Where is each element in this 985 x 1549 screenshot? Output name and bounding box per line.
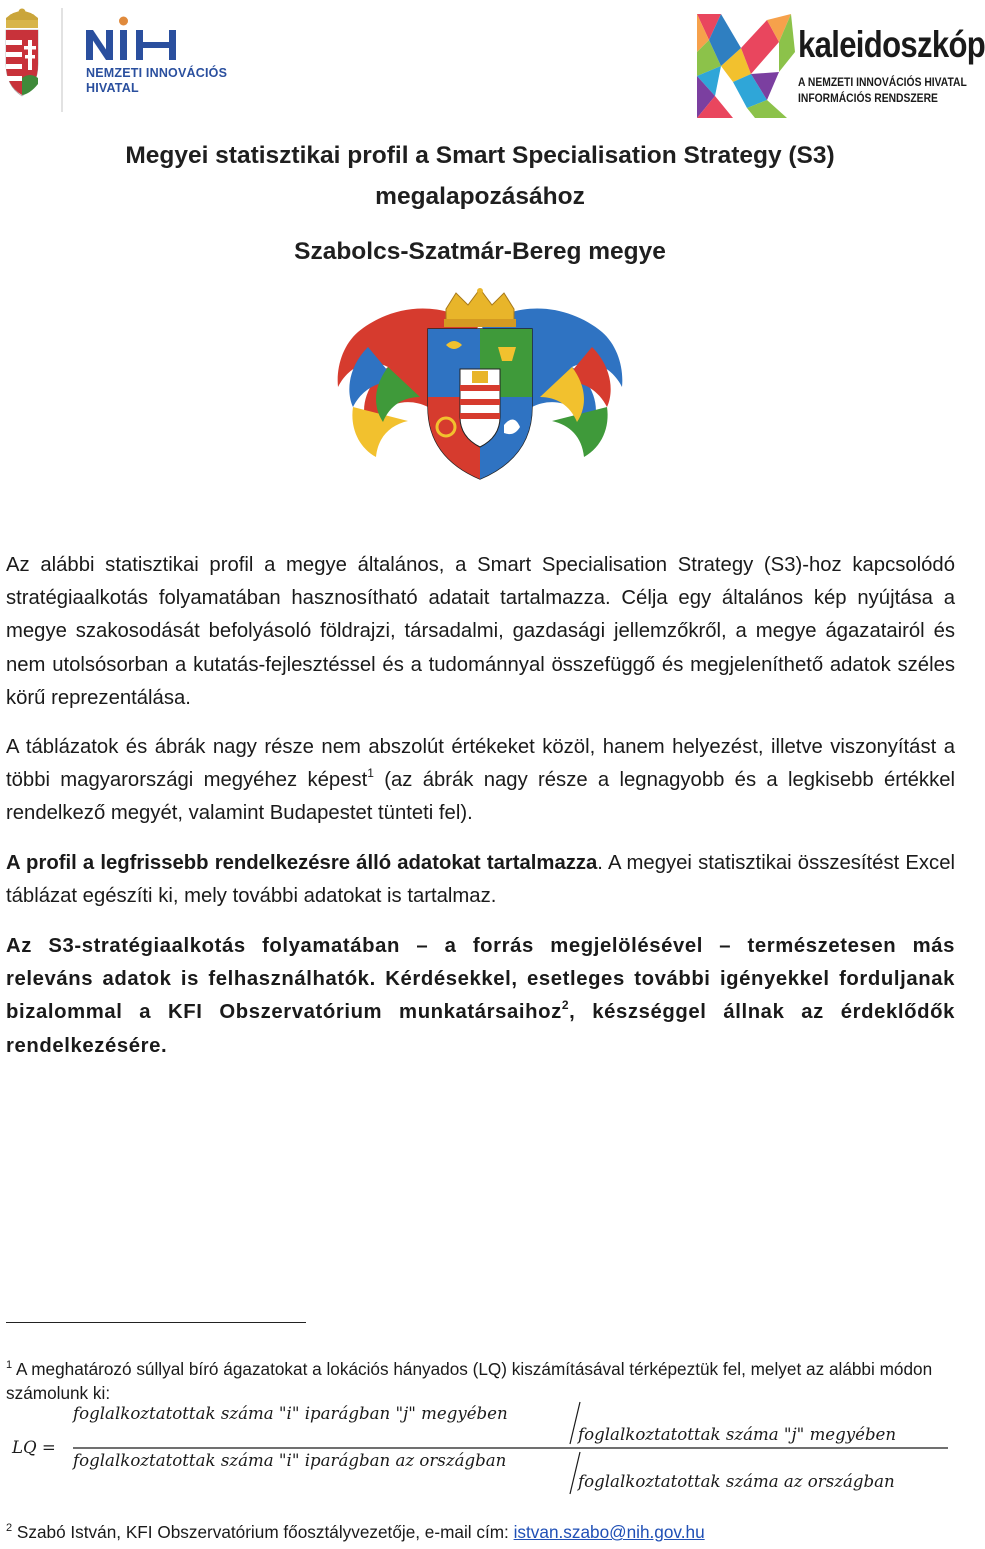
contact-paragraph — [6, 930, 955, 1063]
document-title-line1: Megyei statisztikai profil a Smart Specialisation Strategy (S3) — [125, 142, 835, 169]
contact-paragraph-text-1: Az S3-stratégiaalkotás folyamatában – a forrás megjelölésével – természetesen más releváns adatok is felhasználhatók. Kérdésekkel, esetleges további igényekkel forduljanak bizalommal a KFI Obszervatórium munkatársaihoz — [6, 935, 955, 1024]
nih-caption — [86, 66, 227, 96]
footnote-1 — [6, 1357, 946, 1405]
kaleidoszkop-subtitle-line1: A NEMZETI INNOVÁCIÓS HIVATAL — [798, 75, 967, 89]
formula-lhs: LQ = — [12, 1438, 56, 1457]
contact-paragraph-text-2: , készséggel állnak az érdeklődők rendelkezésére. — [6, 1001, 955, 1057]
tables-paragraph-text-1: A táblázatok és ábrák nagy része nem abszolút értékeket közöl, hanem helyezést, illetve viszonyítást a többi magyarországi megyéhez képest — [6, 736, 955, 792]
footnote-1-text: A meghatározó súllyal bíró ágazatokat a lokációs hányados (LQ) kiszámításával térképeztük fel, melyet az alábbi módon számolunk ki: — [6, 1359, 933, 1403]
formula-numerator: foglalkoztatottak száma "i" iparágban "j" megyében — [73, 1404, 508, 1423]
profile-paragraph-bold: A profil a legfrissebb rendelkezésre álló adatokat tartalmazza — [6, 852, 598, 874]
lq-formula — [0, 1400, 960, 1500]
footnote-1-number: 1 — [6, 1359, 13, 1371]
email-link[interactable]: istvan.szabo@nih.gov.hu — [513, 1522, 705, 1542]
kaleidoszkop-wordmark: kaleidoszkóp — [798, 24, 985, 65]
footnote-separator — [6, 1322, 306, 1323]
county-coat-of-arms-icon — [328, 287, 632, 485]
footnote-2-number: 2 — [6, 1522, 13, 1534]
kaleidoszkop-subtitle — [798, 74, 967, 106]
hungarian-coat-of-arms-icon — [6, 9, 38, 97]
county-title: Szabolcs-Szatmár-Bereg megye — [294, 238, 666, 265]
profile-paragraph-text: . A megyei statisztikai összesítést Excel táblázat egészíti ki, mely további adatokat is tartalmaz. — [6, 852, 955, 908]
footnote-ref-2[interactable]: 2 — [561, 998, 570, 1013]
footnote-2 — [6, 1520, 946, 1544]
formula-denominator: foglalkoztatottak száma "i" iparágban az országban — [73, 1451, 507, 1470]
kaleidoszkop-subtitle-line2: INFORMÁCIÓS RENDSZERE — [798, 91, 938, 105]
intro-paragraph-text: Az alábbi statisztikai profil a megye általános, a Smart Specialisation Strategy (S3)-hoz kapcsolódó stratégiaalkotás folyamatában hasznosítható adatait tartalmazza. Célja egy általános kép nyújtása a megye szakosodását befolyásoló földrajzi, társadalmi, gazdasági jellemzőkről, a megye ágazatairól és nem utolsósorban a kutatás-fejlesztéssel és a tudománnyal összefüggő és megjeleníthető adatok széles körű reprezentálása. — [6, 554, 955, 709]
document-title-line2: megalapozásához — [375, 183, 585, 210]
formula-numerator-divisor: foglalkoztatottak száma "j" megyében — [578, 1425, 897, 1444]
nih-wordmark — [86, 17, 176, 61]
footnote-ref-1[interactable]: 1 — [367, 766, 374, 781]
nih-logo — [0, 0, 210, 120]
intro-paragraph — [6, 549, 955, 715]
tables-paragraph-text-2: (az ábrák nagy része a legnagyobb és a legkisebb értékkel rendelkező megyét, valamint Budapestet tünteti fel). — [6, 769, 955, 825]
formula-denominator-divisor: foglalkoztatottak száma az országban — [578, 1472, 895, 1491]
profile-paragraph — [6, 847, 955, 913]
tables-paragraph — [6, 731, 955, 831]
footnote-2-text: Szabó István, KFI Obszervatórium főosztályvezetője, e-mail cím: — [12, 1522, 514, 1542]
nih-caption-line1: NEMZETI INNOVÁCIÓS — [86, 66, 228, 80]
nih-caption-line2: HIVATAL — [86, 81, 139, 95]
